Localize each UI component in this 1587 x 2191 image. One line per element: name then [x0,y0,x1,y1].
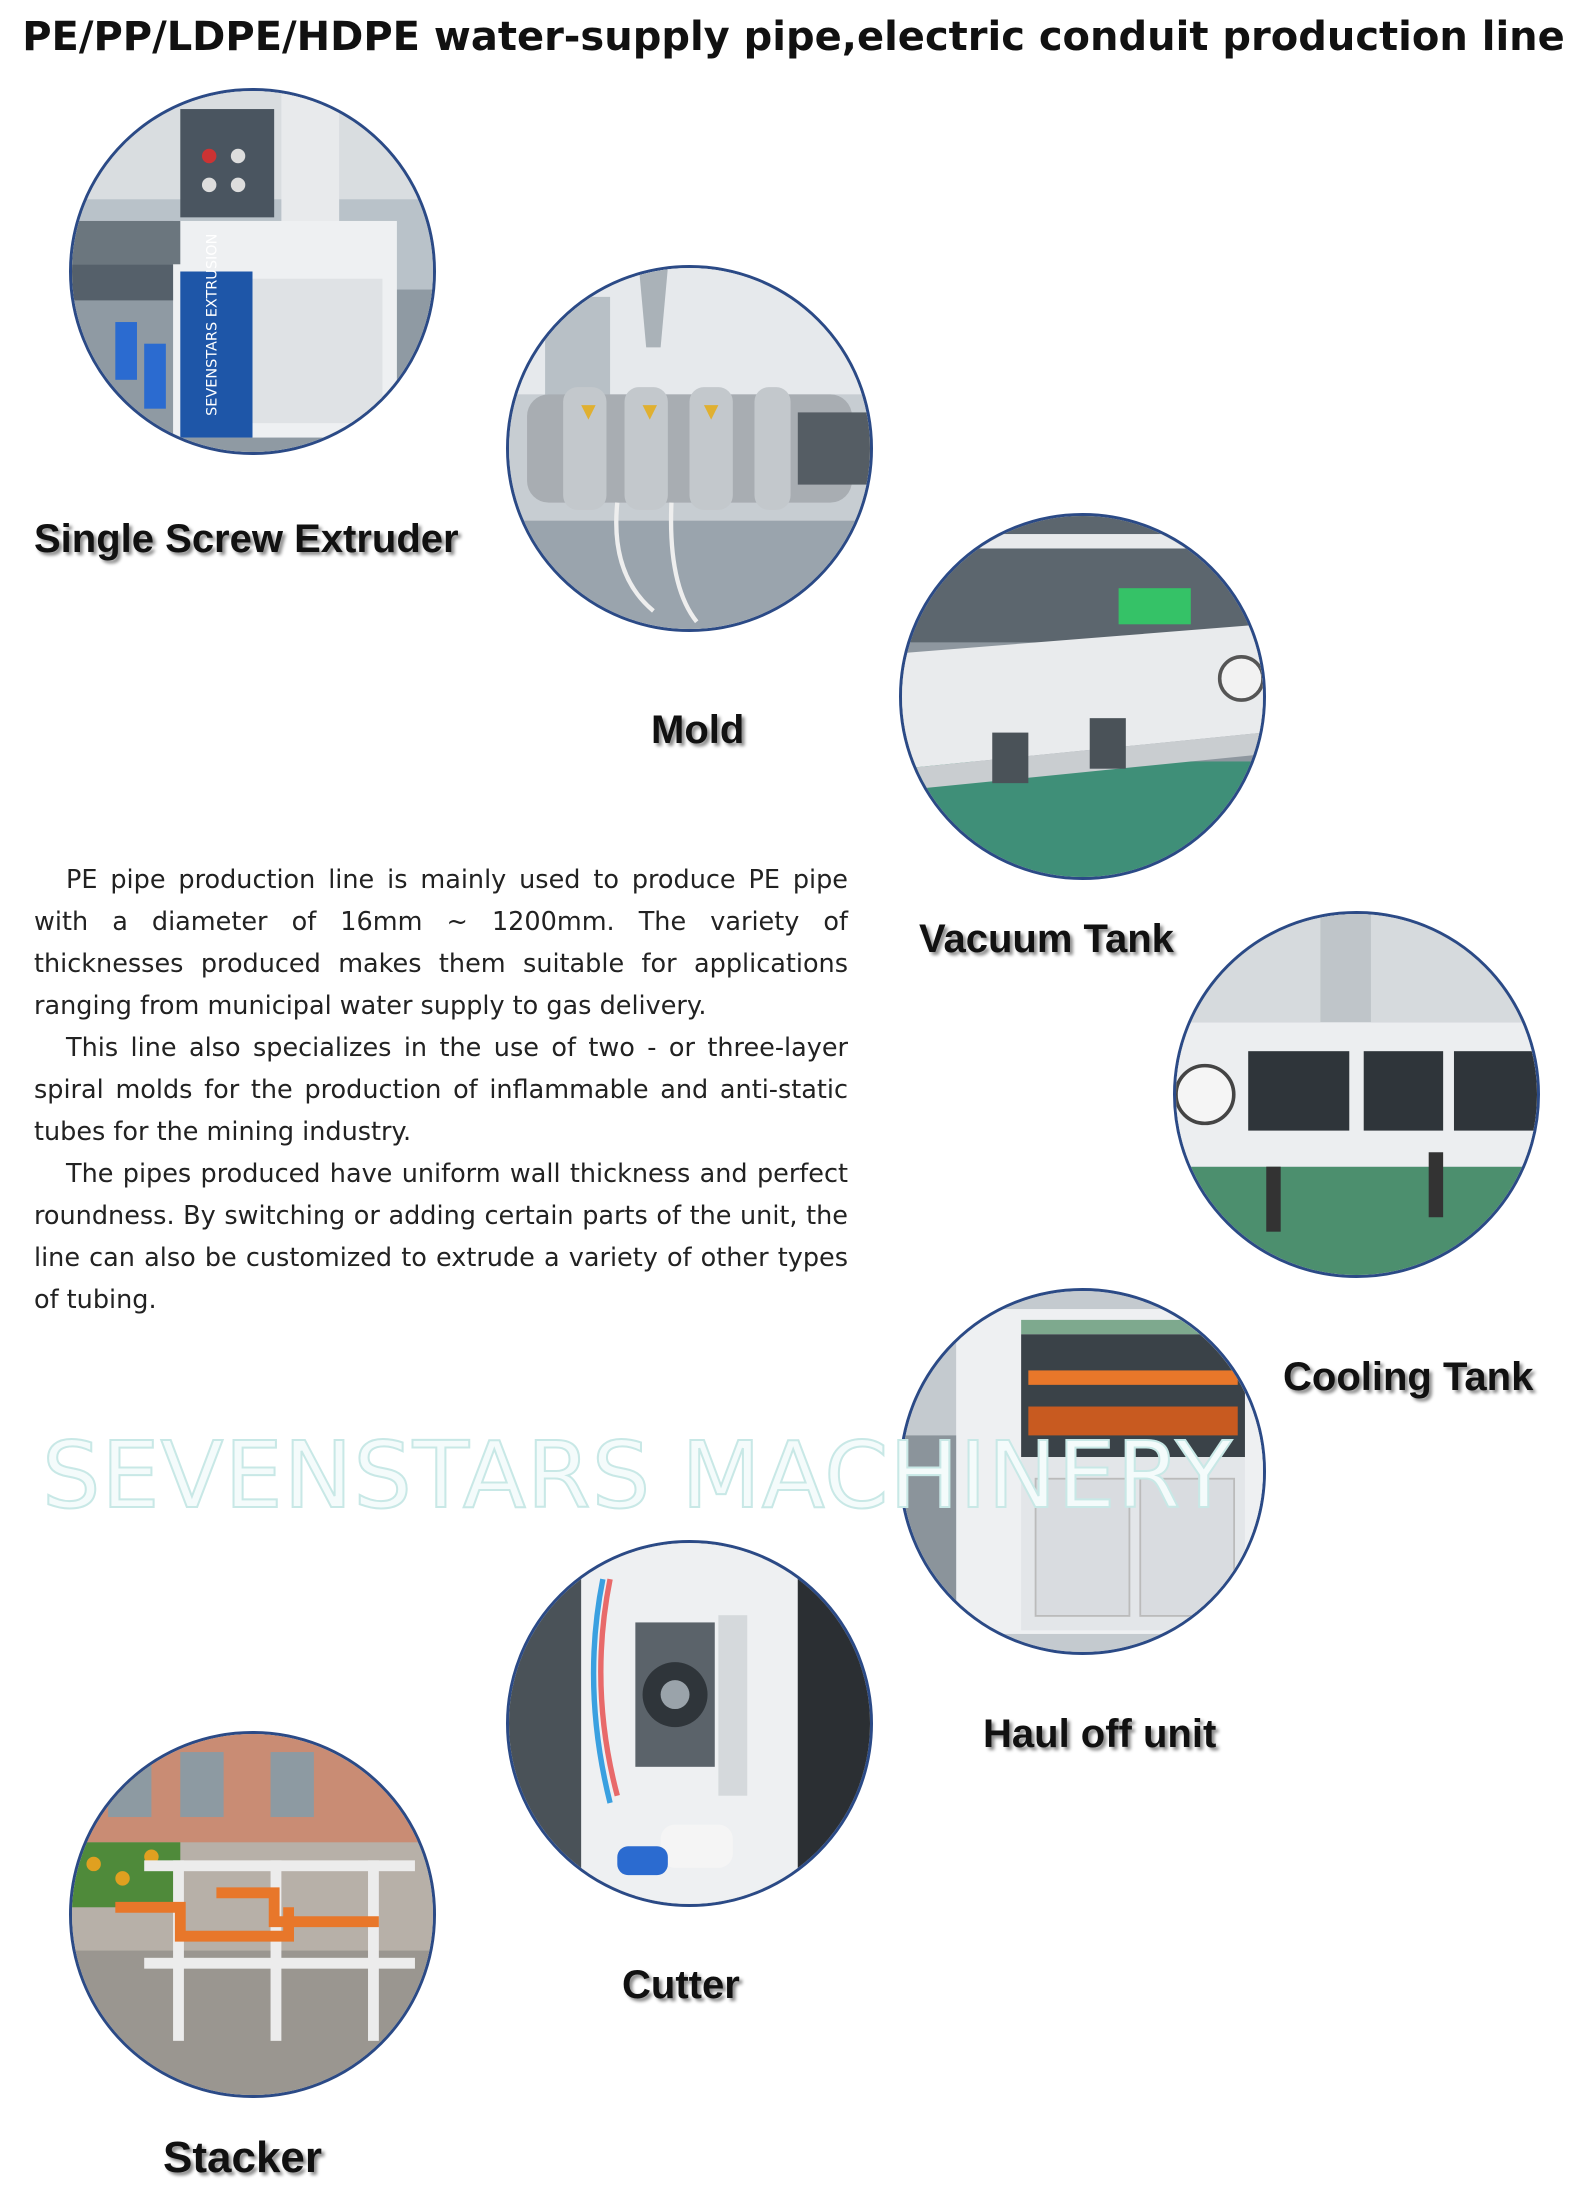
stacker-photo [69,1731,436,2098]
label-cooling-tank: Cooling Tank [1283,1355,1534,1399]
label-stacker: Stacker [163,2133,323,2182]
label-cutter: Cutter [622,1963,740,2007]
description-paragraph: The pipes produced have uniform wall thickness and perfect roundness. By switching or adding certain parts of the unit, the line can also be customized to extrude a variety of other types of tubing. [34,1159,848,1315]
extruder-brand-text: SEVENSTARS EXTRUSION [204,233,221,416]
extruder-photo [69,88,436,455]
cutter-photo [506,1540,873,1907]
label-mold: Mold [651,708,745,752]
description-text [34,859,848,1321]
description-paragraph: This line also specializes in the use of two - or three-layer spiral molds for the production of inflammable and anti-static tubes for the mining industry. [34,1033,848,1147]
label-vacuum-tank: Vacuum Tank [919,917,1174,961]
cooling-tank-photo [1173,911,1540,1278]
label-haul-off: Haul off unit [983,1712,1217,1756]
label-extruder: Single Screw Extruder [34,517,459,561]
description-paragraph: PE pipe production line is mainly used to produce PE pipe with a diameter of 16mm ~ 1200mm. The variety of thicknesses produced makes them suitable for applications ranging from municipal water supply to gas delivery. [34,865,848,1021]
mold-photo [506,265,873,632]
watermark: SEVENSTARS MACHINERY [42,1422,1233,1529]
page-title: PE/PP/LDPE/HDPE water-supply pipe,electric conduit production line [22,14,1565,60]
vacuum-tank-photo [899,513,1266,880]
